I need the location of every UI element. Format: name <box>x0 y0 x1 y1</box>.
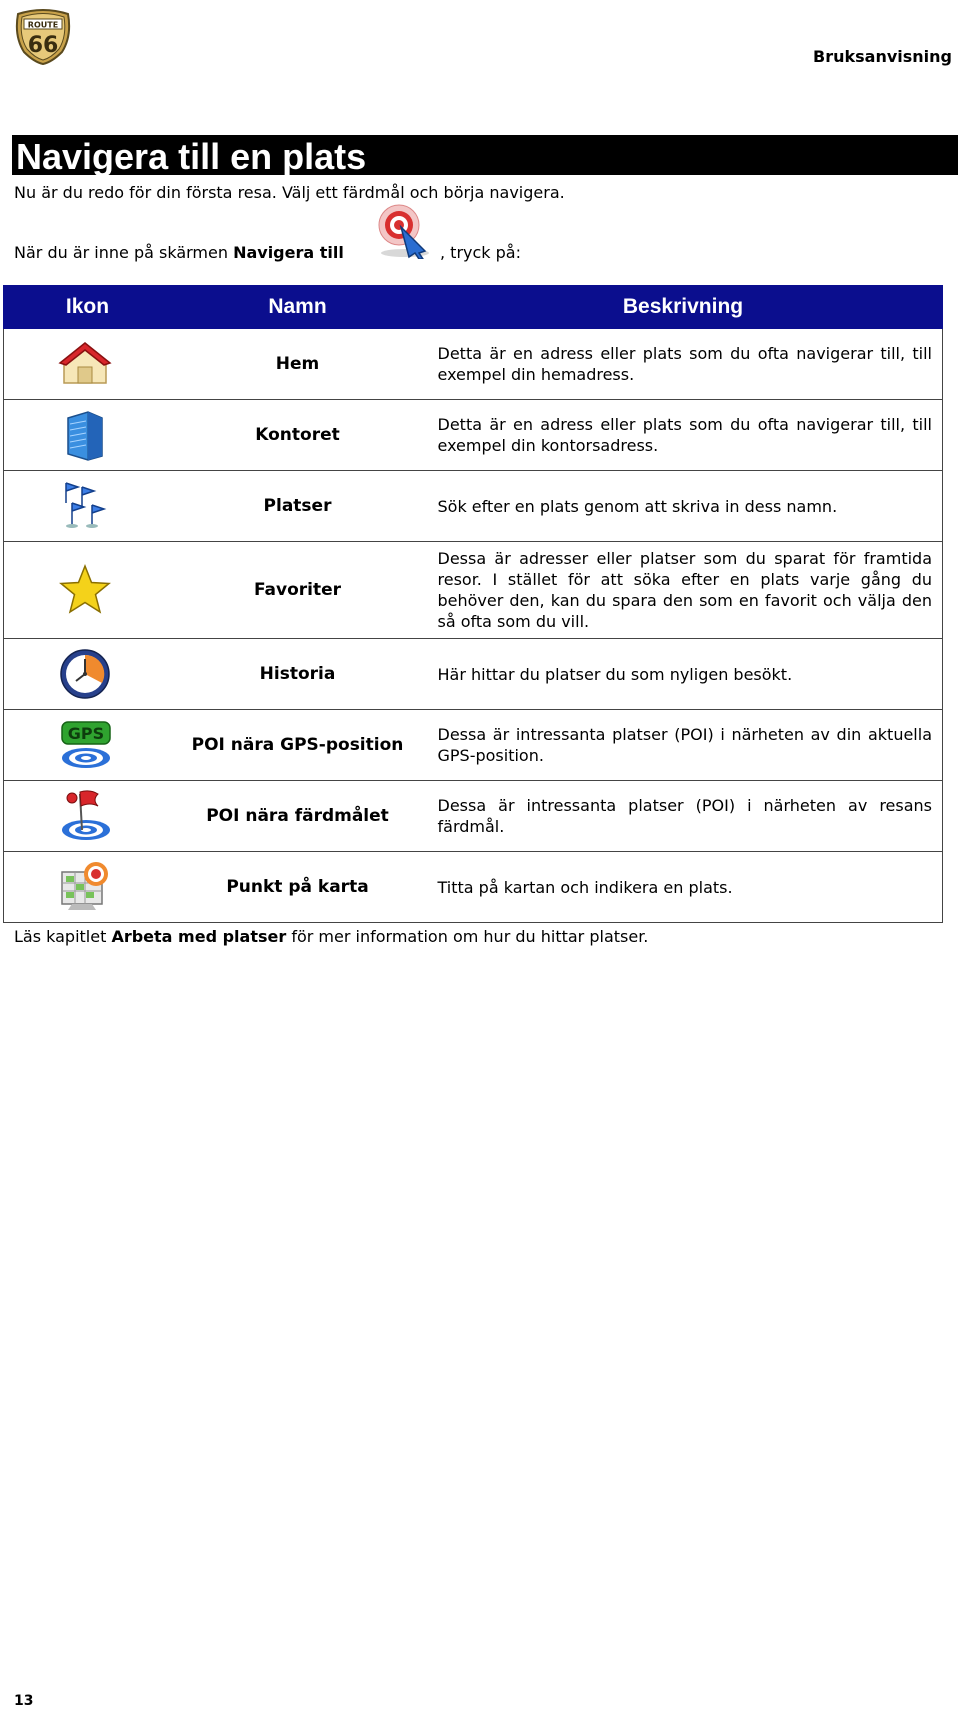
footer-text-before: Läs kapitlet <box>14 927 112 946</box>
row-name: POI nära färdmålet <box>172 781 424 852</box>
intro-text: Nu är du redo för din första resa. Välj ett färdmål och börja navigera. <box>14 183 565 202</box>
location-pins-icon <box>58 479 114 533</box>
table-row[interactable] <box>4 639 943 710</box>
column-header-name: Namn <box>172 286 424 329</box>
section-title: Navigera till en plats <box>12 135 958 175</box>
star-icon <box>58 563 112 617</box>
table-row[interactable] <box>4 471 943 542</box>
row-description: Detta är en adress eller plats som du ofta navigerar till, till exempel din kontorsadress. <box>424 400 943 471</box>
table-header-row <box>4 286 943 329</box>
svg-text:GPS: GPS <box>67 724 105 743</box>
document-title: Bruksanvisning <box>813 47 952 66</box>
prompt-after: , tryck på: <box>440 243 521 262</box>
table-row[interactable] <box>4 542 943 639</box>
table-row[interactable] <box>4 781 943 852</box>
row-description: Sök efter en plats genom att skriva in dess namn. <box>424 471 943 542</box>
flag-target-icon <box>58 788 114 844</box>
row-name: Platser <box>172 471 424 542</box>
gps-target-icon <box>58 718 114 772</box>
row-description: Titta på kartan och indikera en plats. <box>424 852 943 923</box>
row-name: Hem <box>172 329 424 400</box>
map-point-icon <box>58 860 114 914</box>
row-description: Dessa är intressanta platser (POI) i närheten av din aktuella GPS-position. <box>424 710 943 781</box>
logo-text-number: 66 <box>27 33 59 58</box>
table-row[interactable] <box>4 852 943 923</box>
prompt-before: När du är inne på skärmen <box>14 243 234 262</box>
prompt-text <box>14 243 344 262</box>
row-description: Dessa är intressanta platser (POI) i närheten av resans färdmål. <box>424 781 943 852</box>
table-row[interactable] <box>4 329 943 400</box>
row-name: Kontoret <box>172 400 424 471</box>
house-icon <box>58 339 112 389</box>
row-name: Punkt på karta <box>172 852 424 923</box>
navigation-options-table <box>3 285 943 923</box>
page-number: 13 <box>14 1693 34 1709</box>
row-name: Favoriter <box>172 542 424 639</box>
row-description: Dessa är adresser eller platser som du sparat för framtida resor. I stället för att söka efter en plats varje gång du behöver den, kan du spara den som en favorit och välja den så ofta som du vill. <box>424 542 943 639</box>
route66-logo <box>12 6 74 66</box>
footer-text-after: för mer information om hur du hittar platser. <box>286 927 649 946</box>
navigate-to-icon <box>375 203 435 259</box>
table-row[interactable] <box>4 710 943 781</box>
clock-icon <box>58 647 112 701</box>
office-building-icon <box>58 408 112 462</box>
row-description: Här hittar du platser du som nyligen besökt. <box>424 639 943 710</box>
row-description: Detta är en adress eller plats som du ofta navigerar till, till exempel din hemadress. <box>424 329 943 400</box>
footer-chapter-link: Arbeta med platser <box>111 927 287 946</box>
prompt-bold: Navigera till <box>233 243 344 262</box>
row-name: POI nära GPS-position <box>172 710 424 781</box>
logo-text-top: ROUTE <box>27 20 59 30</box>
column-header-description: Beskrivning <box>424 286 943 329</box>
row-name: Historia <box>172 639 424 710</box>
footer-text <box>14 927 648 946</box>
table-row[interactable] <box>4 400 943 471</box>
column-header-icon: Ikon <box>4 286 172 329</box>
